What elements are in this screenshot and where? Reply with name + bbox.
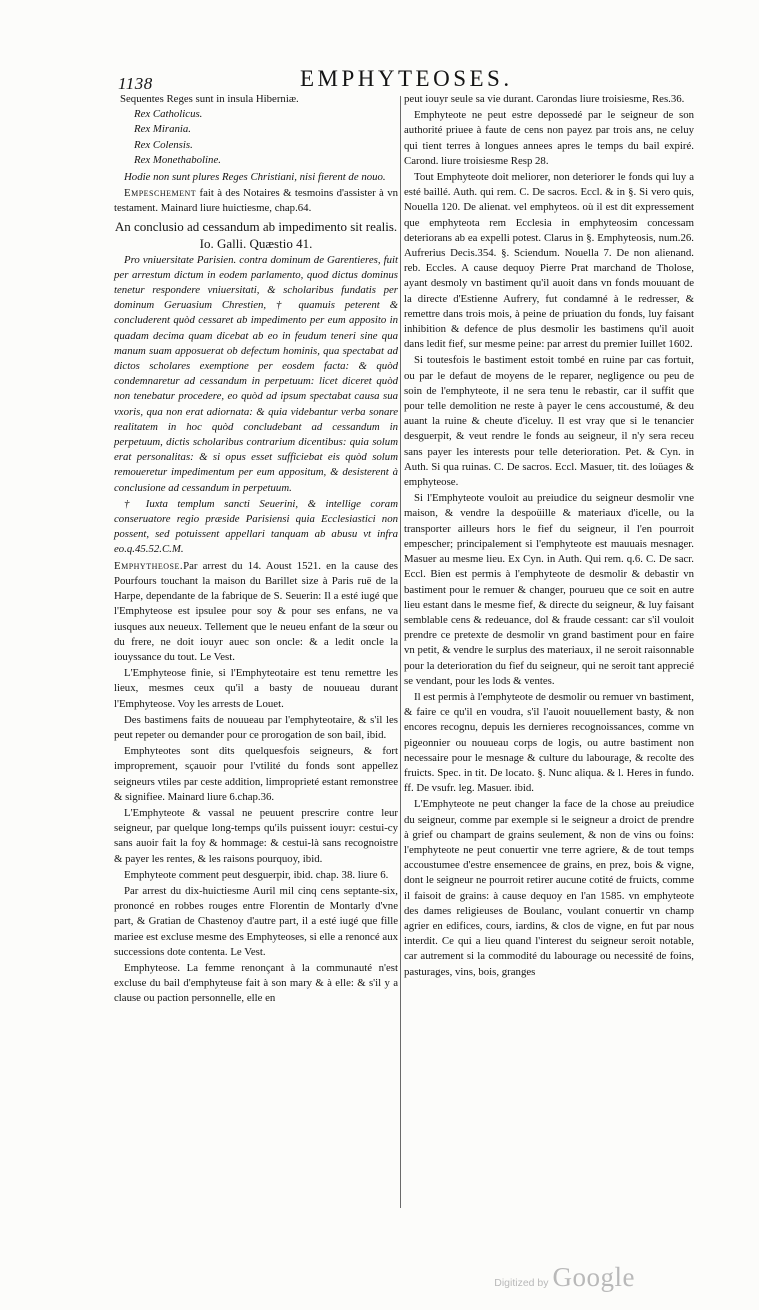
paragraph-remuer: Il est permis à l'emphyteote de desmolir ou remuer vn bastiment, & faire ce qu'il en voudra, s'il l'auoit nouuellement basty, & non encores recognu, depuis les dernieres recognoissances, comme vn pigeonnier ou nouueau corps de logis, ou autre bastiment non necessaire pour le mesnage & culture du labourage, & recolte des fruicts. Spec. in tit. De locato. §. Nunc aliqua. & l. Heres in fundo. ff. De vsufr. leg. Masuer. ibid. — [404, 690, 694, 795]
left-column — [114, 92, 398, 1008]
paragraph-emphytheose — [114, 559, 398, 665]
paragraph-arrest-auril: Par arrest du dix-huictiesme Auril mil cinq cens septante-six, prononcé en robbes rouges entre Florentin de Montarly d'vne part, & Gratian de Chastenoy d'autre part, il a esté iugé que fille mariee est excluse mesme des Emphyteoses, si elle a renoncé aux successions dote contenta. Le Vest. — [114, 884, 398, 958]
right-column — [404, 92, 694, 981]
google-watermark — [494, 1262, 635, 1293]
kings-list — [114, 92, 398, 168]
king-entry: Rex Colensis. — [134, 138, 193, 151]
entry-lead: Emphytheose. — [114, 559, 184, 572]
running-title: EMPHYTEOSES. — [300, 66, 513, 91]
paragraph-continued: peut iouyr seule sa vie durant. Carondas liure troisiesme, Res.36. — [404, 93, 685, 105]
entry-body: Par arrest du 14. Aoust 1521. en la cause des Pourfours touchant la maison du Barillet size à Paris ruë de la Harpe, dependante de la fabrique de S. Seuerin: Il a esté iugé que l'Emphyteose est ipsulee pour soy & pour ses enfans, ne va iusques aux neueux. Tellement que le neueu enfant de la sœur ou du frere, ne doit iouyr auec son oncle: & a ledit oncle la iouyssance du tout. Le Vest. — [114, 559, 398, 663]
paragraph-tombe: Si toutesfois le bastiment estoit tombé en ruine par cas fortuit, ou par le defaut de moyens de le reparer, negligence ou peu de soin de l'emphyteote, il ne sera tenu le rebastir, car il suffit que pour telle demolition ne reste à payer le cens accoustumé, & deu auant la ruine & cheute d'iceluy. Il est vray que si le tenancier desguerpit, & veut rendre le fonds au seigneur, il n'y sera receu sans payer les interests pour telle deterioration. Pet. & Cyn. in Auth. Si qua ruinas. C. De sacros. Eccl. Masuer, tit. des loüages & emphyteose. — [404, 354, 694, 489]
paragraph-meliorer: Tout Emphyteote doit meliorer, non deteriorer le fonds qui luy a esté baillé. Auth. qui rem. C. De sacros. Eccl. & in §. Si vero quis, Nouella 120. De alienat. vel emphyteos. où il est dit expressement que emphyteota rem Ecclesia in emphyteosim concessam deteriorans ab ea expelli potest. Clarus in §. Emphyteosis, num.26. Aufrerius Decis.354. §. Sciendum. Nouella 7. De non alienand. reb. Eccles. A cause dequoy Pierre Prat marchand de Tholose, ayant desmoly vn bastiment qu'il auoit dans vn fonds mouuant de la directe d'Estienne Aufrery, fut condamné à le redresser, & remettre dans trois mois, à peine de priuation du fonds, luy faisant inhibition & defence de plus desmolir les bastimens qu'il auoit dans ledit fief, sur mesme peine: par arrest du premier Iuillet 1602. — [404, 171, 694, 351]
column-divider — [400, 96, 401, 1208]
entry-body: fait à des Notaires & tesmoins d'assister à vn testament. Mainard liure huictiesme, chap.64. — [114, 187, 399, 215]
paragraph-empeschement — [114, 186, 398, 216]
quaestio-title: An conclusio ad cessandum ab impedimento sit realis. Io. Galli. Quæstio 41. — [114, 218, 398, 251]
paragraph-face: L'Emphyteote ne peut changer la face de la chose au preiudice du seigneur, comme par exemple si le seigneur a droict de prendre à grief ou champart de grains seulement, & non de vins ou foins: l'emphyteote ne peut conuertir vne terre agriere, & de tout temps accoustumee d'estre ensemencee de grains, en prez, bois & vigne, dont le seigneur ne pourroit retirer aucune cotité de fruicts, comme il faisoit de grains: à cause dequoy en l'an 1585. vn emphyteote des dames religieuses de Boulanc, voulant conuertir vn champ agrier en edifices, cours, iardins, & clos de vigne, en fut par nous interdit. Ce qui a lieu quand l'interest du seigneur seroit notable, car autrement si la commodité du labourage ou necessité de foins, pasturages, vins, bois, granges — [404, 798, 694, 978]
paragraph-desguerpir: Emphyteote comment peut desguerpir, ibid. chap. 38. liure 6. — [124, 868, 389, 881]
watermark-prefix: Digitized by — [494, 1277, 549, 1289]
latin-passage-2: † Iuxta templum sancti Seuerini, & intellige coram conseruatore regio præside Parisiensi quia Ecclesiastici non possent, sed potuissent appellari tanquam ab abusu vt infra eo.q.45.52.C.M. — [114, 497, 398, 556]
paragraph-seigneurs: Emphyteotes sont dits quelquesfois seigneurs, & fort improprement, sçauoir pour l'vtilité du fonds sont appellez seigneurs vtiles par ceste addition, limproprieté estant remonstree & signifiee. Mainard liure 6.chap.36. — [114, 745, 398, 803]
king-entry: Rex Catholicus. — [134, 108, 203, 121]
paragraph-depossede: Emphyteote ne peut estre depossedé par le seigneur de son authorité priuee à faute de cens non payez par trois ans, ne celuy qui tient terres à longues annees apres le temps du bail expiré. Carond. liure troisiesme Resp 28. — [404, 109, 694, 167]
latin-passage-1: Pro vniuersitate Parisien. contra dominum de Garentieres, fuit per arrestum dictum in eodem parlamento, quod dictus dominus tenetur respondere vniuersitati, & scholaribus fundatis per dominum Geruasium Chrestien, † quamuis peterent & concluderent quòd cessaret ab impedimento per eum apposito in quadam decima quam dicebat ab eo in feudum teneri sine qua manum suam apposuerat ob defectum hominis, qua spectabat ad dictos scholares exemptione per eosdem facta: & quòd condemnaretur ad cessandum in perpetuum: licet diceret quòd non tenebatur procedere, eo quòd ad ipsum spectabat causa sua vxoris, qua non erat adiornata: & quia videbantur verba sonare realitatem in hoc quòd concludebant ad cessandum in perpetuum, dictis scholaribus contrarium dicentibus: quia solum erat personalitas: & si opus esset sufficiebat eis quòd solum remoueretur impedimentum per eum appositum, & desisterent à conclusione ad cessandum in perpetuum. — [114, 253, 398, 494]
king-entry: Rex Monethaboline. — [134, 153, 221, 166]
paragraph-demolir: Si l'Emphyteote vouloit au preiudice du seigneur desmolir vne maison, & vendre la despoüille & materiaux d'icelle, ou la transporter ailleurs hors le fief du seigneur, il l'en pourroit empescher; principalement si l'emphyteote est mauuais mesnager. Masuer au mesme lieu. Ex Cyn. in Auth. Qui rem. q.6. C. De sacr. Eccl. Bien est permis à l'emphyteote de desmolir & debastir vn bastiment pour le remuer & changer, pourueu que ce soit en autre lieu estant dans le mesme fief, & directe du seigneur, & luy faisant semblable cens & redeuance, dol & fraude cessant: car s'il vouloit prendre ce pretexte de desmolir vn grand bastiment pour en faire vn petit, & vendre le surplus des materiaux, il ne seroit raisonnable pour la deterioration du fief du seigneur, qui ne seroit tant apprecié se vendant, pour les lods & ventes. — [404, 492, 694, 687]
king-entry: Rex Mirania. — [134, 123, 191, 136]
paragraph-finie: L'Emphyteose finie, si l'Emphyteotaire est tenu remettre les lieux, mesmes ceux qu'il a basty de nouueau durant l'Emphyteose. Voy les arrests de Louet. — [114, 667, 398, 710]
page-number: 1138 — [118, 74, 153, 93]
paragraph-bastimens: Des bastimens faits de nouueau par l'emphyteotaire, & s'il les peut repeter ou demander pour ce prorogation de son bail, ibid. — [114, 713, 398, 741]
paragraph-vassal: L'Emphyteote & vassal ne peuuent prescrire contre leur seigneur, par quelque long-temps qu'ils puissent iouyr: cestui-cy sans auoir fait la foy & hommage: & cestui-là sans recognoistre & payer les rentes, & les raisons pourquoy, ibid. — [114, 806, 398, 865]
paragraph-femme: Emphyteose. La femme renonçant à la communauté n'est excluse du bail d'emphyteuse fait à son mary & à elle: & s'il y a clause ou paction personnelle, elle en — [114, 961, 398, 1005]
kings-closing: Hodie non sunt plures Reges Christiani, nisi fierent de nouo. — [124, 171, 386, 184]
entry-lead: Empeschement — [124, 187, 197, 200]
watermark-brand: Google — [552, 1262, 635, 1292]
kings-intro: Sequentes Reges sunt in insula Hiberniæ. — [120, 93, 299, 105]
